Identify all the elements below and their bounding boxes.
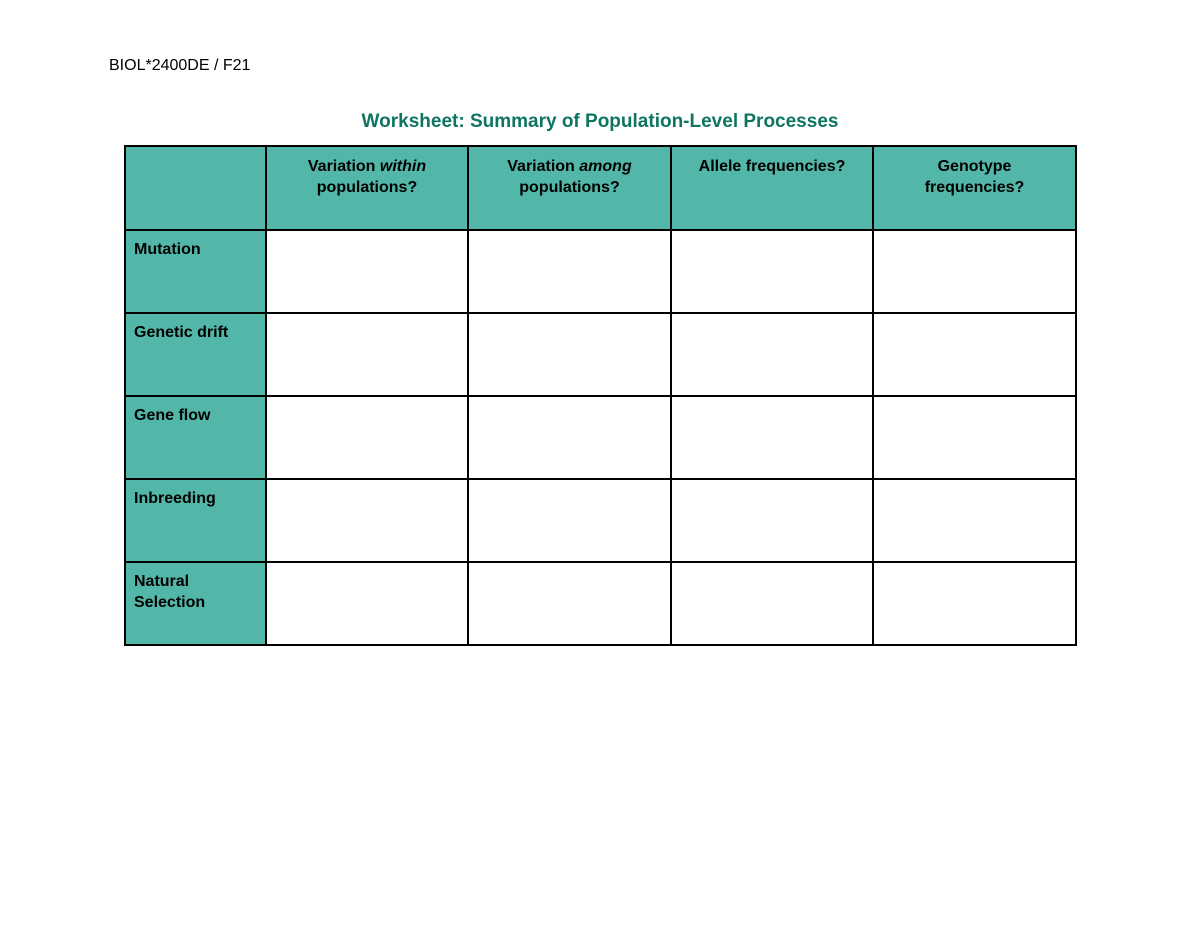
column-header-emphasis: among	[579, 158, 632, 175]
answer-cell[interactable]	[671, 562, 873, 645]
answer-cell[interactable]	[873, 313, 1076, 396]
answer-cell[interactable]	[468, 479, 671, 562]
row-header-text: Inbreeding	[134, 490, 216, 507]
answer-cell[interactable]	[873, 479, 1076, 562]
column-header-allele-frequencies	[671, 146, 873, 230]
course-code: BIOL*2400DE / F21	[109, 57, 251, 74]
row-header-natural-selection	[125, 562, 266, 645]
row-header-text: Selection	[134, 594, 206, 611]
answer-cell[interactable]	[671, 230, 873, 313]
column-header-text: populations?	[519, 179, 620, 196]
row-header-genetic-drift	[125, 313, 266, 396]
answer-cell[interactable]	[266, 479, 468, 562]
answer-cell[interactable]	[873, 396, 1076, 479]
column-header-text: frequencies?	[924, 179, 1025, 196]
row-header-text: Natural	[134, 573, 190, 590]
table-header-row	[125, 146, 1076, 230]
column-header-emphasis: within	[379, 158, 427, 175]
row-header-text: Genetic drift	[134, 324, 229, 341]
column-header-variation-within	[266, 146, 468, 230]
column-header-text: Variation	[307, 158, 380, 175]
answer-cell[interactable]	[671, 396, 873, 479]
table-row	[125, 230, 1076, 313]
column-header-text: Genotype	[937, 158, 1012, 175]
answer-cell[interactable]	[468, 230, 671, 313]
answer-cell[interactable]	[873, 562, 1076, 645]
corner-cell	[125, 146, 266, 230]
answer-cell[interactable]	[266, 562, 468, 645]
row-header-mutation	[125, 230, 266, 313]
table-row	[125, 313, 1076, 396]
table-row	[125, 562, 1076, 645]
answer-cell[interactable]	[873, 230, 1076, 313]
answer-cell[interactable]	[468, 396, 671, 479]
row-header-text: Mutation	[134, 241, 201, 258]
row-header-gene-flow	[125, 396, 266, 479]
answer-cell[interactable]	[266, 396, 468, 479]
column-header-variation-among	[468, 146, 671, 230]
row-header-text: Gene flow	[134, 407, 211, 424]
answer-cell[interactable]	[266, 230, 468, 313]
answer-cell[interactable]	[468, 313, 671, 396]
answer-cell[interactable]	[671, 479, 873, 562]
worksheet-title: Worksheet: Summary of Population-Level Processes	[361, 111, 839, 132]
row-header-inbreeding	[125, 479, 266, 562]
table-row	[125, 396, 1076, 479]
column-header-text: Variation	[507, 158, 580, 175]
column-header-text: populations?	[316, 179, 418, 196]
summary-table	[124, 145, 1077, 646]
column-header-text: Allele frequencies?	[698, 158, 846, 175]
table-row	[125, 479, 1076, 562]
answer-cell[interactable]	[266, 313, 468, 396]
answer-cell[interactable]	[671, 313, 873, 396]
answer-cell[interactable]	[468, 562, 671, 645]
column-header-genotype-frequencies	[873, 146, 1076, 230]
